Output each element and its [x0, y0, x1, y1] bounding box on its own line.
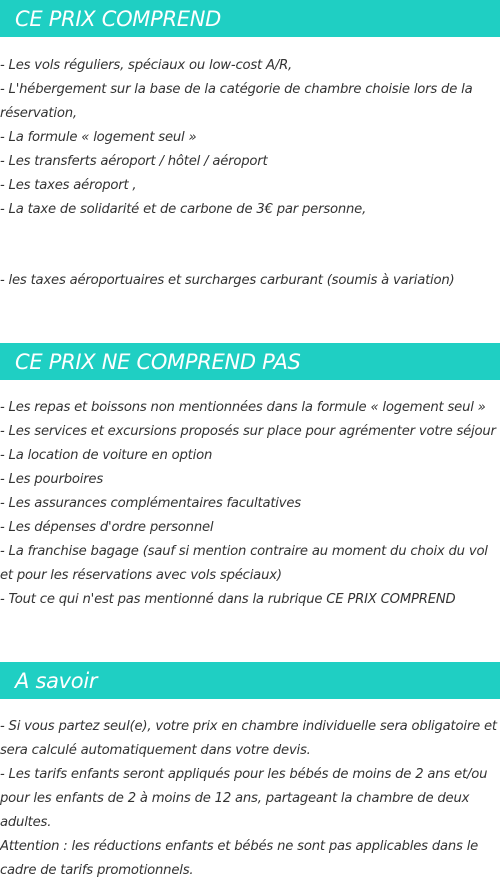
- list-item: - Les services et excursions proposés sur place pour agrémenter votre séjour: [0, 424, 496, 439]
- section-header-includes: [0, 0, 500, 37]
- includes-extra: [0, 269, 500, 293]
- list-item: - Si vous partez seul(e), votre prix en chambre individuelle sera obligatoire et sera calculé automatiquement dans votre devis.: [0, 719, 497, 758]
- list-item: - Les repas et boissons non mentionnées dans la formule « logement seul »: [0, 400, 486, 415]
- list-item: - Les pourboires: [0, 472, 104, 487]
- list-item: - L'hébergement sur la base de la catégorie de chambre choisie lors de la réservation,: [0, 82, 473, 121]
- section-header-info: [0, 662, 500, 699]
- list-item: - La location de voiture en option: [0, 448, 213, 463]
- list-item: - La franchise bagage (sauf si mention contraire au moment du choix du vol et pour les réservations avec vols spéciaux): [0, 544, 488, 583]
- list-item: - les taxes aéroportuaires et surcharges carburant (soumis à variation): [0, 273, 455, 288]
- section-header-excludes: [0, 343, 500, 380]
- list-item: - Les tarifs enfants seront appliqués pour les bébés de moins de 2 ans et/ou pour les enfants de 2 à moins de 12 ans, partageant la chambre de deux adultes.: [0, 767, 488, 830]
- list-item: - La taxe de solidarité et de carbone de 3€ par personne,: [0, 202, 367, 217]
- section-title-includes: CE PRIX COMPREND: [15, 6, 222, 31]
- list-item: - Les assurances complémentaires facultatives: [0, 496, 301, 511]
- list-item: - Les transferts aéroport / hôtel / aéroport: [0, 154, 268, 169]
- section-title-info: A savoir: [15, 668, 98, 693]
- section-title-excludes: CE PRIX NE COMPREND PAS: [15, 349, 301, 374]
- list-item: - Les vols réguliers, spéciaux ou low-cost A/R,: [0, 58, 293, 73]
- includes-list: [0, 54, 500, 222]
- list-item: - Tout ce qui n'est pas mentionné dans la rubrique CE PRIX COMPREND: [0, 592, 456, 607]
- list-item: - Les dépenses d'ordre personnel: [0, 520, 214, 535]
- info-list: [0, 715, 500, 883]
- list-item: - Les taxes aéroport ,: [0, 178, 137, 193]
- list-item: - La formule « logement seul »: [0, 130, 197, 145]
- excludes-list: [0, 396, 500, 612]
- list-item: Attention : les réductions enfants et bébés ne sont pas applicables dans le cadre de tarifs promotionnels.: [0, 839, 479, 878]
